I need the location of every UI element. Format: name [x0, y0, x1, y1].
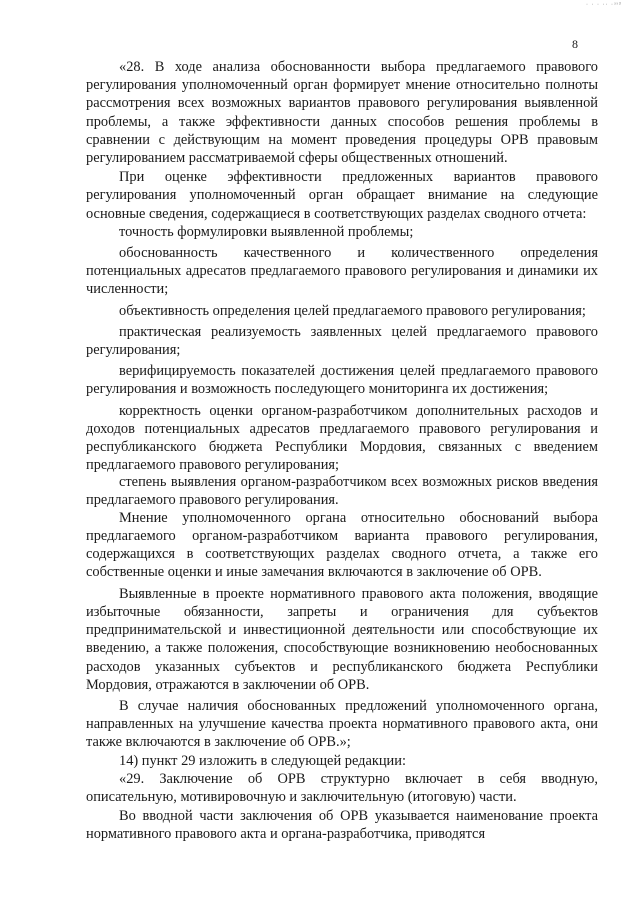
list-item-problem-accuracy: точность формулировки выявленной проблемы;: [119, 223, 414, 240]
paragraph-item-14-amendment: 14) пункт 29 изложить в следующей редакции:: [119, 752, 406, 769]
paragraph-excessive-obligations: Выявленные в проекте нормативного правового акта положения, вводящие избыточные обязанности, запреты и ограничения для субъектов предпринимательской и инвестиционной деятельности или способствующие их введению, а также положения, способствующие возникновению необоснованных расходов указанных субъектов и республиканского бюджета Республики Мордовия, отражаются в заключении об ОРВ.: [86, 585, 598, 693]
paragraph-effectiveness-intro: При оценке эффективности предложенных вариантов правового регулирования уполномоченный орган обращает внимание на следующие основные сведения, содержащиеся в соответствующих разделах сводного отчета:: [86, 169, 598, 222]
scan-mark: · · · ·· ·ᵃˢ³: [586, 2, 622, 8]
list-item-goals-objectivity: объективность определения целей предлагаемого правового регулирования;: [119, 302, 586, 319]
paragraph-item-29-structure: «29. Заключение об ОРВ структурно включает в себя вводную, описательную, мотивировочную и заключительную (итоговую) части.: [86, 770, 598, 805]
paragraph-introductory-part: Во вводной части заключения об ОРВ указывается наименование проекта нормативного правового акта и органа-разработчика, приводятся: [86, 808, 598, 843]
document-body: [86, 58, 598, 844]
paragraph-item-28-analysis: «28. В ходе анализа обоснованности выбора предлагаемого правового регулирования уполномоченный орган формирует мнение относительно полноты рассмотрения всех возможных вариантов правового регулирования выявленной проблемы, а также эффективности данных способов решения проблемы в сравнении с действующим на момент проведения процедуры ОРВ правовым регулированием рассматриваемой сферы общественных отношений.: [86, 59, 598, 167]
list-item-goals-feasibility: практическая реализуемость заявленных целей предлагаемого правового регулирования;: [86, 323, 598, 359]
list-item-cost-assessment: корректность оценки органом-разработчиком дополнительных расходов и доходов потенциальных адресатов предлагаемого правового регулирования и республиканского бюджета Республики Мордовия, связанных с введением предлагаемого правового регулирования;: [86, 402, 598, 474]
paragraph-authority-opinion: Мнение уполномоченного органа относительно обоснований выбора предлагаемого органом-разработчиком варианта правового регулирования, содержащихся в соответствующих разделах сводного отчета, а также его собственные оценки и иные замечания включаются в заключение об ОРВ.: [86, 509, 598, 581]
paragraph-improvement-proposals: В случае наличия обоснованных предложений уполномоченного органа, направленных на улучшение качества проекта нормативного правового акта, они также включаются в заключение об ОРВ.»;: [86, 697, 598, 751]
list-item-addressees-validity: обоснованность качественного и количественного определения потенциальных адресатов предлагаемого правового регулирования и динамики их численности;: [86, 245, 598, 298]
list-item-indicators-verifiability: верифицируемость показателей достижения целей предлагаемого правового регулирования и возможность последующего мониторинга их достижения;: [86, 363, 598, 398]
list-item-risk-identification: степень выявления органом-разработчиком всех возможных рисков введения предлагаемого правового регулирования.: [86, 474, 598, 508]
page-number: 8: [572, 37, 578, 51]
